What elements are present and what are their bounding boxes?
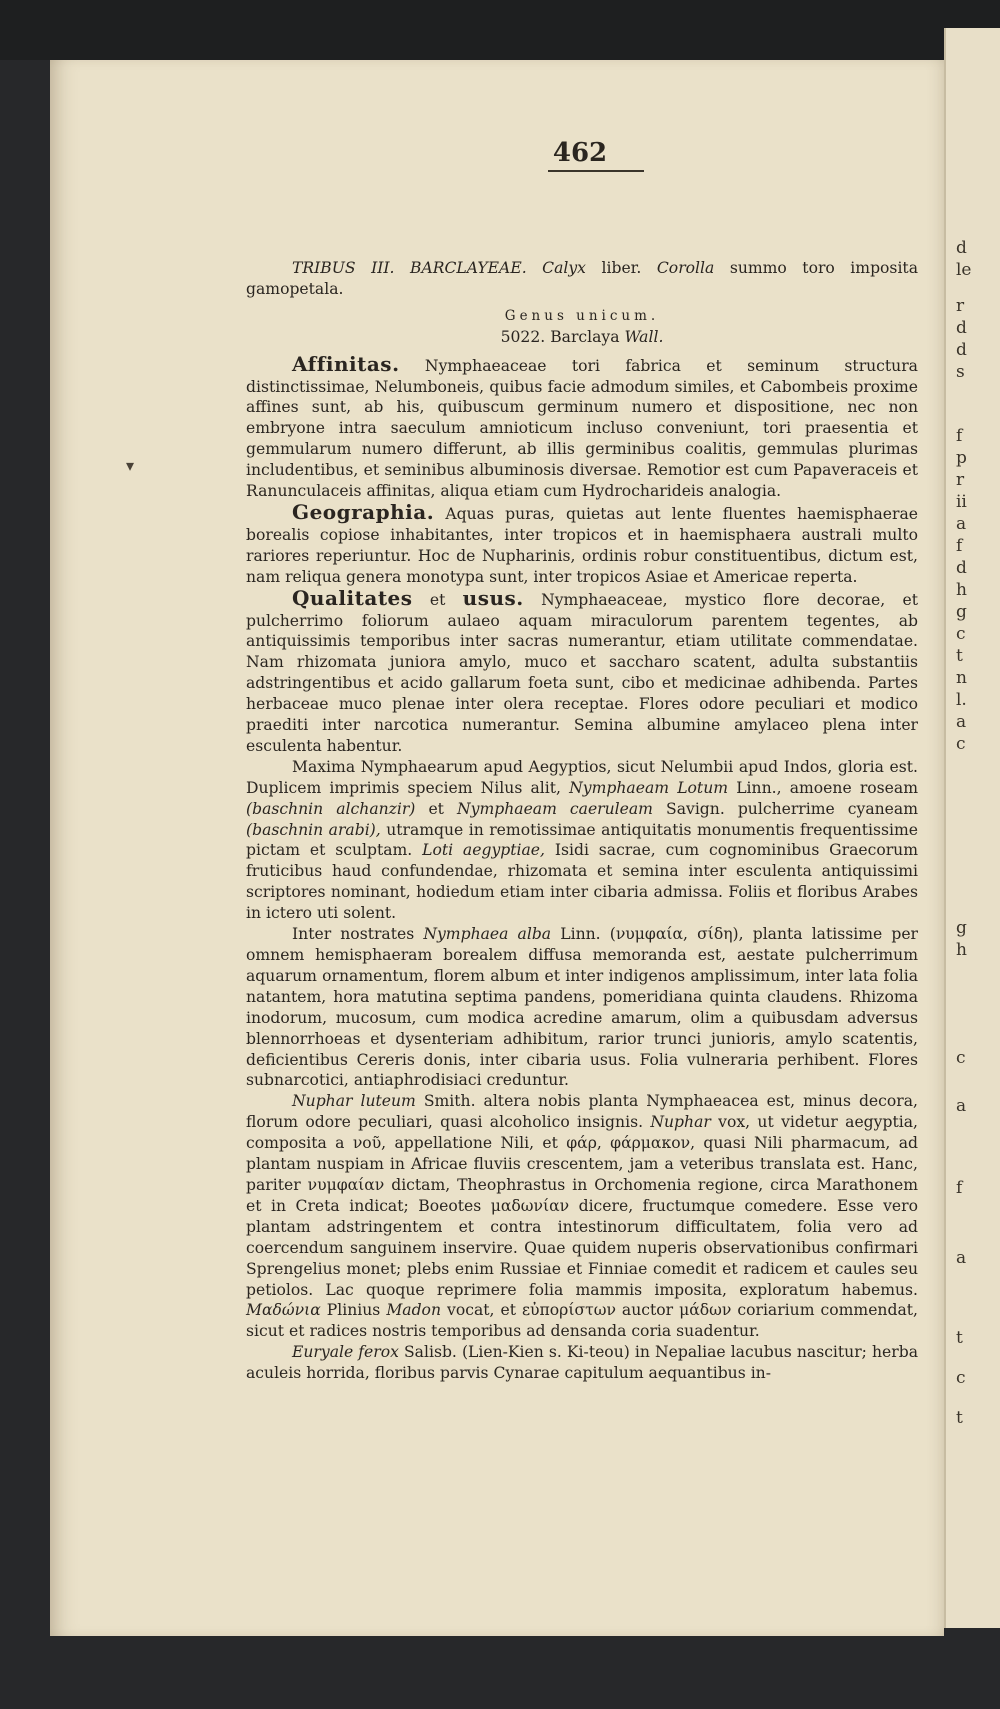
fragment: h [956,940,967,960]
geographia-heading: Geographia. [292,499,435,524]
qualitates-heading: Qualitates [292,585,413,610]
species-name: Nymphaeam caeruleam [457,799,653,818]
fragment: h [956,580,967,600]
scan-background [0,0,1000,60]
euryale-paragraph [246,1342,918,1384]
corolla-text: summo toro imposita gamopetala. [246,259,918,298]
text-run: vox, ut videtur aegyptia, composita a νοῦ, appellatione Nili, et φάρ, φάρμακον, quasi Nili pharmacum, ad plantam nuspiam in Africae fluviis crescentem, jam a veteribus translata est. Hanc, pariter νυμφαίαν dictam, Theophrastus in Orchomenia regione, circa Marathonem et in Creta indicat; Boeotes μαδωνίαν dicere, fructumque comedere. Esse vero plantam adstringentem et contra intestinorum difficultatem, folia vero ad coercendum sanguinem inservire. Quae quidem nuperis observationibus confirmari Sprengelius monet; plebs enim Russiae et Finniae comedit et radicem et caules seu petiolos. Lac quoque reprimere folia mammis imposita, exploratum habemus. [246,1113,918,1299]
text-run: Smith. altera nobis planta Nymphaeacea est, minus decora, florum odore peculiari, quasi alcoholico insignis. [246,1092,918,1132]
fragment: g [956,602,967,622]
geographia-paragraph [246,499,918,588]
fragment: l. [956,690,967,710]
genus-heading: Genus unicum. [504,307,660,324]
species-name: Nymphaeam Lotum [569,778,729,797]
nuphar-paragraph [246,1091,918,1342]
qualitates-paragraph [246,585,918,757]
tribus-name: TRIBUS III. BARCLAYEAE. [292,259,527,277]
fragment: c [956,1048,966,1068]
fragment: d [956,318,967,338]
affinitas-heading: Affinitas. [292,351,400,376]
margin-mark: ▾ [126,456,135,475]
fragment: t [956,1408,963,1428]
text-run: et [428,799,444,818]
greek-term: Μαδώνια [246,1301,321,1320]
species-name: Euryale ferox [292,1343,399,1362]
text-run: Isidi sacrae, cum cognominibus Graecorum fruticibus haud confundendae, rhizomata et semina inter esculenta antiquissimi scriptores nominant, hodiedum etiam inter cibaria admissa. Foliis et floribus Arabes in ictero uti solent. [246,841,919,923]
vernacular-name: (baschnin arabi), [246,820,381,839]
affinitas-text: Nymphaeaceae tori fabrica et seminum structura distinctissimae, Nelumboneis, quibus facie admodum similes, et Cabombeis proxime affines sunt, ab his, quibuscum germinum numero et dispositione, nec non embryone intra saeculum amnioticum incluso conveniunt, tori praesentia et gemmularum numero differunt, ab illis germinibus coalitis, gemmulas plurimas includentibus, et seminibus albuminosis diversae. Remotior est cum Papaveraceis et Ranunculaceis affinitas, aliqua etiam cum Hydrocharideis analogia. [246,356,918,501]
text-run: Linn. (νυμφαία, σίδη), planta latissime per omnem hemisphaeram borealem diffusa memoranda est, aestate pulcherrimum aquarum ornamentum, florem album et inter indigenos amplissimum, inter lata folia natantem, hora matutina septima pandens, pomeridiana quinta claudens. Rhizoma inodorum, mucosum, cum modica acredine amarum, olim a quibusdam adversus blennorrhoeas et dysenteriam adhibitum, rarior trunci junioris, amylo scatentis, deficientibus Cereris donis, inter cibaria usus. Folia vulneraria perhibent. Flores subnarcotici, antiaphrodisiaci creduntur. [246,925,919,1090]
text-run: vocat, et εὐπορίστων auctor μάδων coriarium commendat, sicut et radices nostris temporibus ad densanda coria suadentur. [246,1301,918,1341]
geographia-text: Aquas puras, quietas aut lente fluentes haemisphaerae borealis copiose inhabitantes, inter tropicos et in haemisphaera australi multo rariores reperiuntur. Hoc de Nupharinis, ordinis robur constituentibus, dictum est, nam reliqua genera monotypa sunt, inter tropicos Asiae et Americae reperta. [246,504,918,586]
corolla-label: Corolla [656,259,715,277]
page-body [246,258,918,1384]
genus-line [246,327,918,348]
fragment: f [956,536,963,556]
fragment: d [956,558,967,578]
fragment: a [956,712,967,732]
inter-paragraph [246,924,918,1091]
fragment: c [956,734,966,754]
fragment: a [956,1096,967,1116]
qualitates-connector: et [429,590,446,609]
text-run: Linn., amoene roseam [736,778,918,797]
fragment: a [956,514,967,534]
page-number: 462 [552,138,608,168]
genus-number: 5022. Barclaya [500,327,620,346]
text-run: Plinius [326,1301,381,1320]
fragment: d [956,238,967,258]
fragment: t [956,646,963,666]
fragment: r [956,470,965,490]
qualitates-text: Nymphaeaceae, mystico flore decorae, et pulcherrimo foliorum aulaeo aquam miraculorum parentem tegentes, ab antiquissimis temporibus inter sacras numerantur, etiam utilitate commendatae. Nam rhizomata juniora amylo, muco et saccharo scatent, adulta substantiis adstringentibus et acido gallarum foeta sunt, cibo et medicinae adhibenda. Partes herbaceae muco plenae inter olera receptae. Flores odore peculiari et modico praediti inter narcotica numerantur. Semina albumine amylaceo plena inter esculenta habentur. [246,590,918,755]
latin-term: Madon [386,1301,441,1320]
adjacent-page-edge [944,28,1000,1628]
fragment: f [956,1178,963,1198]
usus-heading: usus. [462,585,524,610]
species-name: Nymphaea alba [423,925,552,944]
tribus-paragraph [246,258,918,300]
text-run: Inter nostrates [292,925,415,944]
genus-name: Nuphar [650,1113,711,1132]
fragment: c [956,624,966,644]
text-run: Salisb. (Lien-Kien s. Ki-teou) in Nepaliae lacubus nascitur; herba aculeis horrida, floribus parvis Cynarae capitulum aequantibus in- [246,1343,919,1383]
fragment: c [956,1368,966,1388]
vernacular-name: (baschnin alchanzir) [246,799,416,818]
fragment: g [956,918,967,938]
text-run: Maxima Nymphaearum apud Aegyptios, sicut Nelumbii apud Indos, gloria est. Duplicem imprimis speciem Nilus alit, [246,757,918,797]
fragment: n [956,668,967,688]
fragment: t [956,1328,963,1348]
calyx-text: liber. [601,259,642,277]
fragment: s [956,362,965,382]
genus-author: Wall. [624,327,664,346]
fragment: r [956,296,965,316]
fragment: le [956,260,972,280]
species-name: Loti aegyptiae, [422,841,545,860]
fragment: ii [956,492,967,512]
fragment: d [956,340,967,360]
maxima-paragraph [246,757,918,924]
page-number-rule [548,170,644,172]
text-run: utramque in remotissimae antiquitatis monumentis frequentissime pictam et sculptam. [246,820,918,860]
species-name: Nuphar luteum [292,1092,416,1111]
fragment: p [956,448,967,468]
text-run: Savign. pulcherrime cyaneam [666,799,918,818]
fragment: a [956,1248,967,1268]
calyx-label: Calyx [542,259,586,277]
fragment: f [956,426,963,446]
affinitas-paragraph [246,351,918,502]
